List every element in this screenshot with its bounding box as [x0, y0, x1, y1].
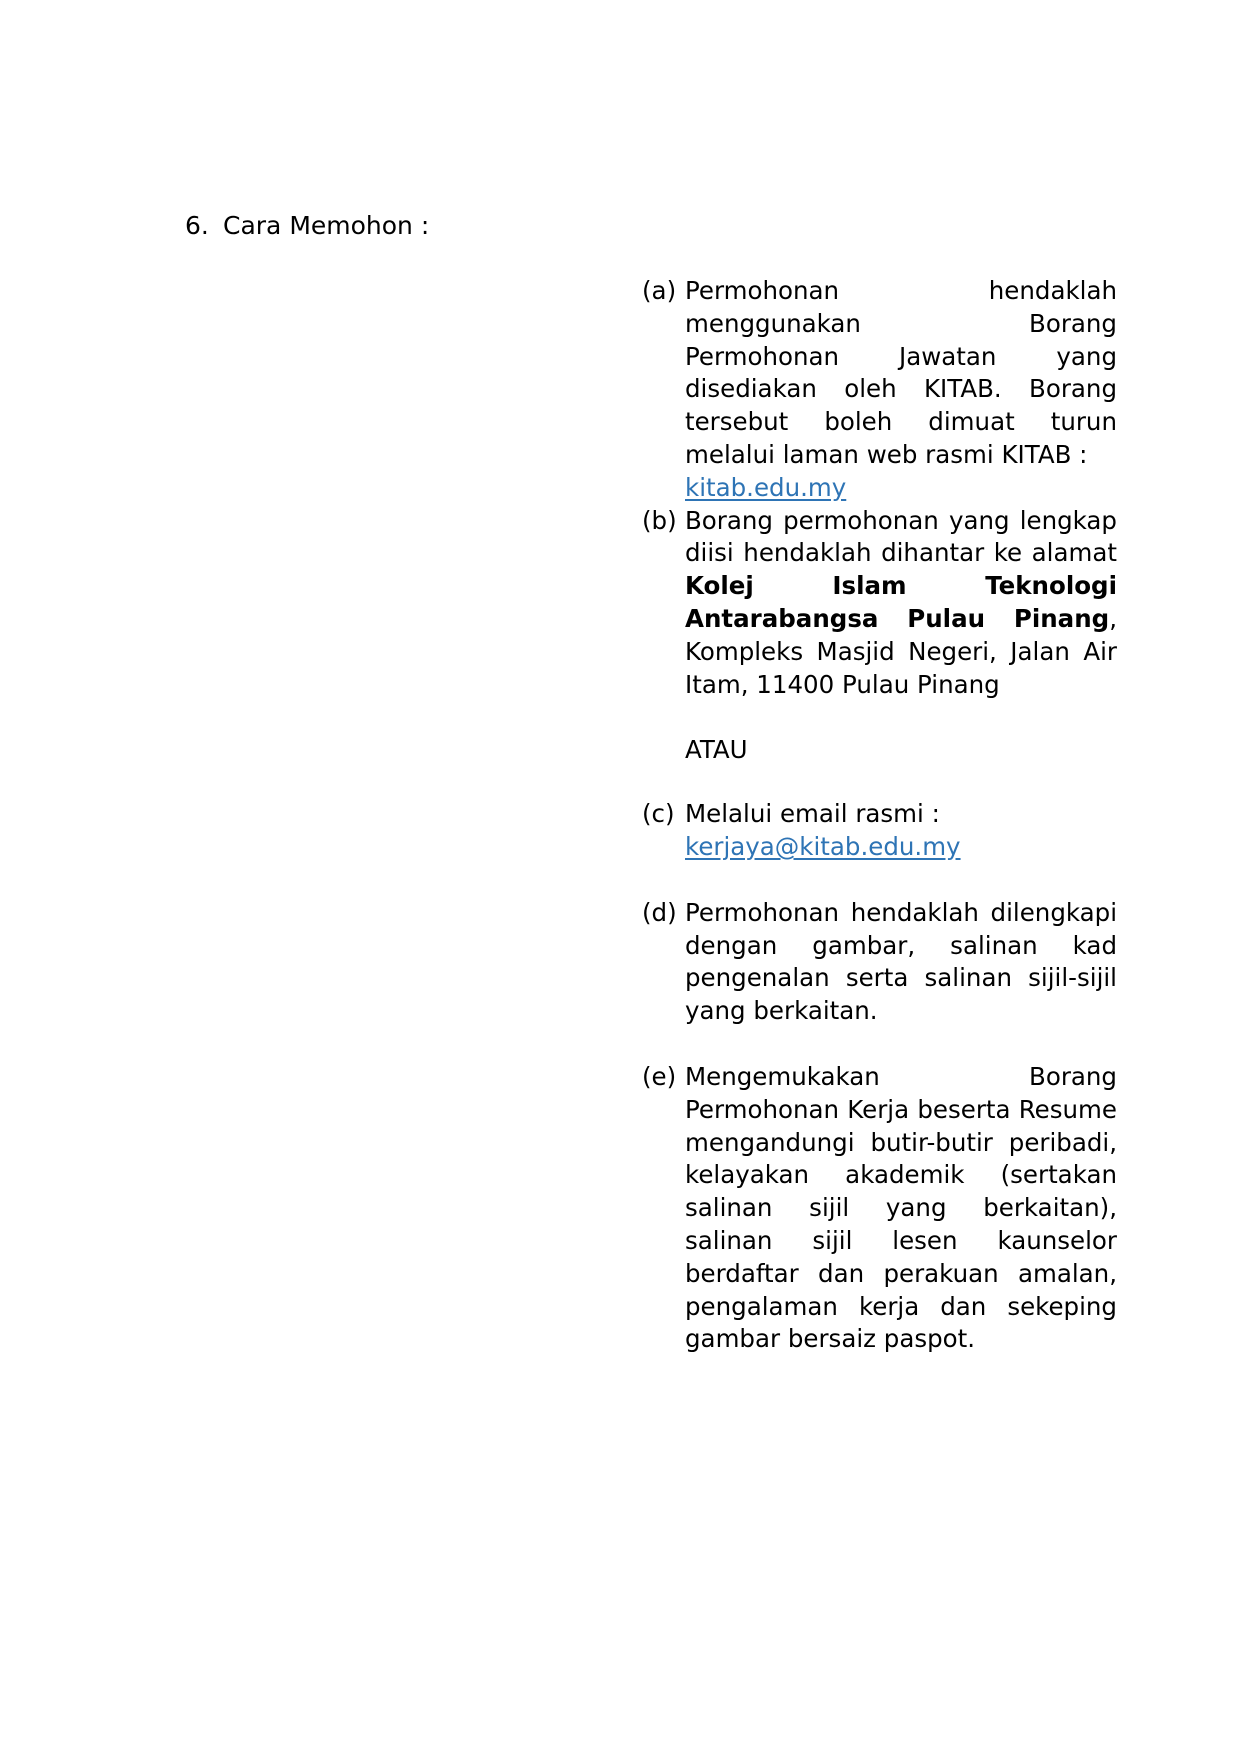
- email-link[interactable]: kerjaya@kitab.edu.my: [685, 831, 961, 861]
- item-body-c: [685, 798, 1117, 864]
- list-item-d: [642, 897, 1117, 1028]
- section-number: 6.: [185, 211, 209, 240]
- list-item-c: [642, 798, 1117, 864]
- item-marker-d: (d): [642, 897, 677, 927]
- section-heading: [185, 209, 429, 243]
- college-name: Kolej Islam Teknologi Antarabangsa Pulau Pinang: [685, 571, 1117, 633]
- section-title: Cara Memohon :: [223, 211, 430, 240]
- item-body-a: [685, 275, 1117, 505]
- item-text-d: Permohonan hendaklah dilengkapi dengan gambar, salinan kad pengenalan serta salinan sijil-sijil yang berkaitan.: [685, 897, 1117, 1026]
- item-body-b: [685, 505, 1117, 702]
- item-text-c: Melalui email rasmi :: [685, 799, 940, 829]
- item-marker-e: (e): [642, 1061, 677, 1091]
- item-text-e: Mengemukakan Borang Permohonan Kerja beserta Resume mengandungi butir-butir peribadi, kelayakan akademik (sertakan salinan sijil yang berkaitan), salinan sijil lesen kaunselor berdaftar dan perakuan amalan, pengalaman kerja dan sekeping gambar bersaiz paspot.: [685, 1061, 1117, 1354]
- website-link[interactable]: kitab.edu.my: [685, 472, 847, 502]
- list-item-a: [642, 275, 1117, 505]
- item-body-e: [685, 1061, 1117, 1356]
- item-marker-a: (a): [642, 276, 677, 305]
- item-marker-c: (c): [642, 799, 675, 829]
- item-text-a: Permohonan hendaklah menggunakan Borang Permohonan Jawatan yang disediakan oleh KITAB. Borang tersebut boleh dimuat turun melalui laman web rasmi KITAB :: [685, 276, 1117, 469]
- item-text-b-after: , Kompleks Masjid Negeri, Jalan Air Itam, 11400 Pulau Pinang: [685, 603, 1117, 699]
- or-separator: ATAU: [685, 735, 748, 765]
- item-marker-b: (b): [642, 505, 677, 535]
- item-text-b-before: Borang permohonan yang lengkap diisi hendaklah dihantar ke alamat: [685, 505, 1117, 568]
- application-steps-list: [642, 275, 1117, 1356]
- item-body-d: [685, 897, 1117, 1028]
- list-item-b: [642, 505, 1117, 702]
- list-item-e: [642, 1061, 1117, 1356]
